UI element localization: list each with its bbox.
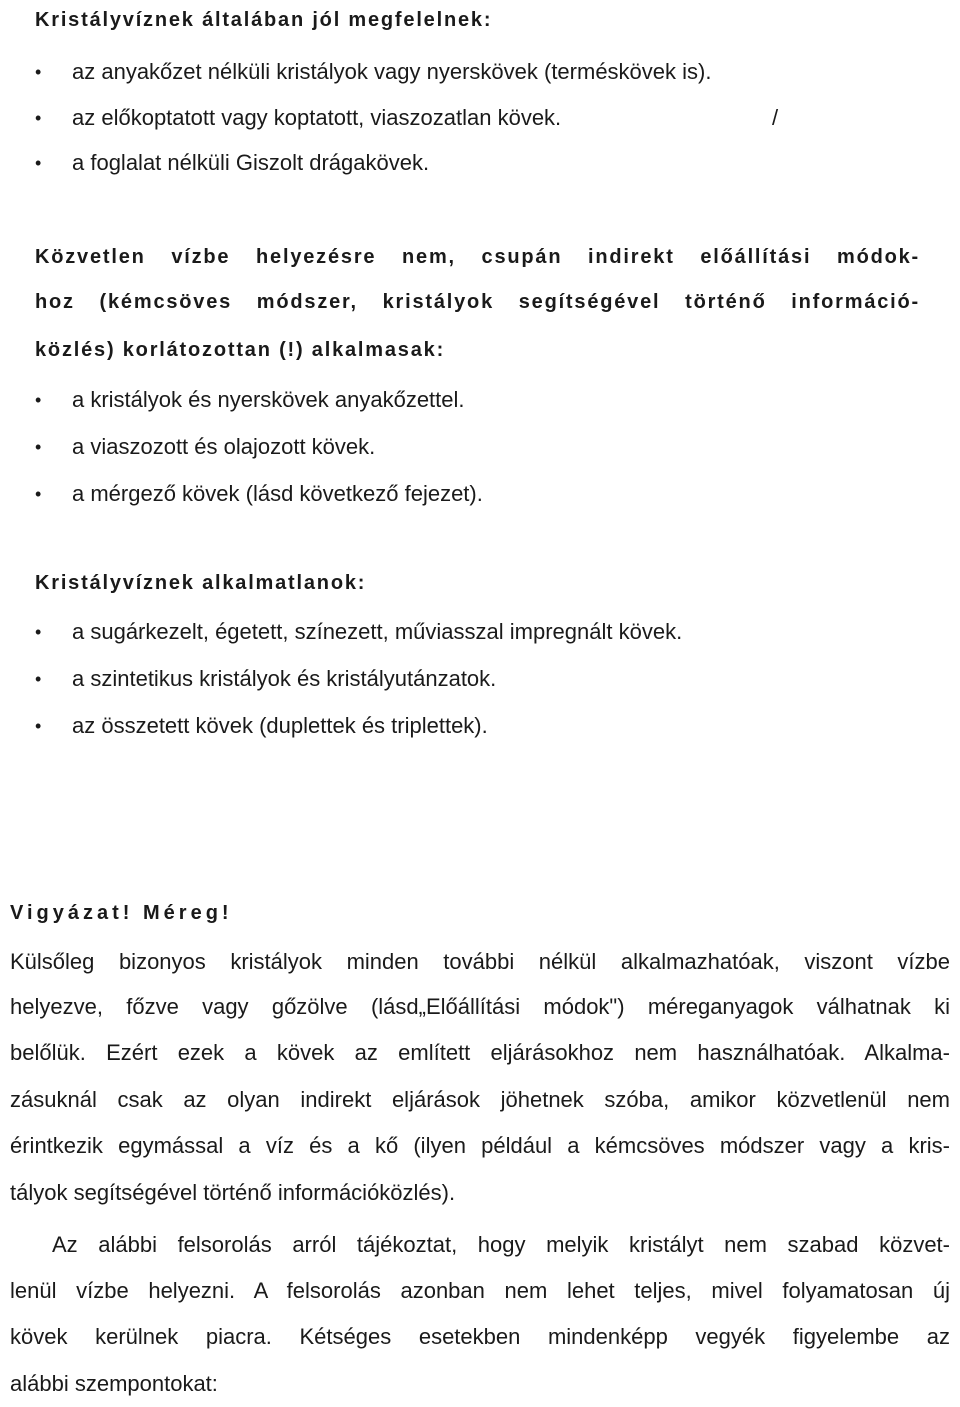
list-item-text: a foglalat nélküli Giszolt drágakövek. <box>72 150 430 175</box>
suitable-heading: Kristályvíznek általában jól megfelelnek: <box>35 9 493 31</box>
bullet-icon: • <box>35 622 42 642</box>
list-item <box>35 711 935 741</box>
paragraph-line: kövek kerülnek piacra. Kétséges esetekben mindenképp vegyék figyelembe az <box>10 1324 950 1349</box>
paragraph-line: zásuknál csak az olyan indirekt eljárások jöhetnek szóba, amikor közvetlenül nem <box>10 1087 950 1112</box>
bullet-icon: • <box>35 390 42 410</box>
list-item <box>35 664 935 694</box>
list-item-text: az anyakőzet nélküli kristályok vagy nyerskövek (terméskövek is). <box>72 59 712 84</box>
list-item <box>35 103 935 133</box>
paragraph-line: Az alábbi felsorolás arról tájékoztat, hogy melyik kristályt nem szabad közvet- <box>52 1232 950 1257</box>
list-item-text: az összetett kövek (duplettek és triplettek). <box>72 713 488 738</box>
paragraph-line: tályok segítségével történő információközlés). <box>10 1180 456 1205</box>
list-item <box>35 617 935 647</box>
list-item <box>35 57 935 87</box>
bullet-icon: • <box>35 153 42 173</box>
limited-heading-line: hoz (kémcsöves módszer, kristályok segítségével történő információ- <box>35 291 920 313</box>
warning-title: Vigyázat! Méreg! <box>10 902 233 924</box>
bullet-icon: • <box>35 669 42 689</box>
bullet-icon: • <box>35 484 42 504</box>
bullet-icon: • <box>35 437 42 457</box>
bullet-icon: • <box>35 716 42 736</box>
paragraph-line: érintkezik egymással a víz és a kő (ilyen például a kémcsöves módszer vagy a kris- <box>10 1133 950 1158</box>
bullet-icon: • <box>35 62 42 82</box>
paragraph-line: alábbi szempontokat: <box>10 1371 218 1396</box>
list-item-text: a mérgező kövek (lásd következő fejezet). <box>72 481 483 506</box>
paragraph-line: belőlük. Ezért ezek a kövek az említett eljárásokhoz nem használhatóak. Alkalma- <box>10 1040 950 1065</box>
list-item-text: a sugárkezelt, égetett, színezett, műviasszal impregnált kövek. <box>72 619 683 644</box>
paragraph-line: Külsőleg bizonyos kristályok minden további nélkül alkalmazhatóak, viszont vízbe <box>10 949 950 974</box>
list-item-text: a viaszozott és olajozott kövek. <box>72 434 376 459</box>
list-item-text: az előkoptatott vagy koptatott, viaszozatlan kövek. <box>72 105 562 130</box>
list-item <box>35 385 935 415</box>
list-item <box>35 148 935 178</box>
paragraph-line: helyezve, főzve vagy gőzölve (lásd„Előállítási módok") méreganyagok válhatnak ki <box>10 994 950 1019</box>
bullet-icon: • <box>35 108 42 128</box>
stray-slash-mark: / <box>772 105 779 130</box>
list-item <box>35 432 935 462</box>
limited-heading-line: közlés) korlátozottan (!) alkalmasak: <box>35 339 446 361</box>
list-item <box>35 479 935 509</box>
list-item-text: a szintetikus kristályok és kristályutánzatok. <box>72 666 497 691</box>
paragraph-line: lenül vízbe helyezni. A felsorolás azonban nem lehet teljes, mivel folyamatosan új <box>10 1278 950 1303</box>
limited-heading-line: Közvetlen vízbe helyezésre nem, csupán indirekt előállítási módok- <box>35 246 920 268</box>
unsuitable-heading: Kristályvíznek alkalmatlanok: <box>35 572 367 594</box>
list-item-text: a kristályok és nyerskövek anyakőzettel. <box>72 387 465 412</box>
